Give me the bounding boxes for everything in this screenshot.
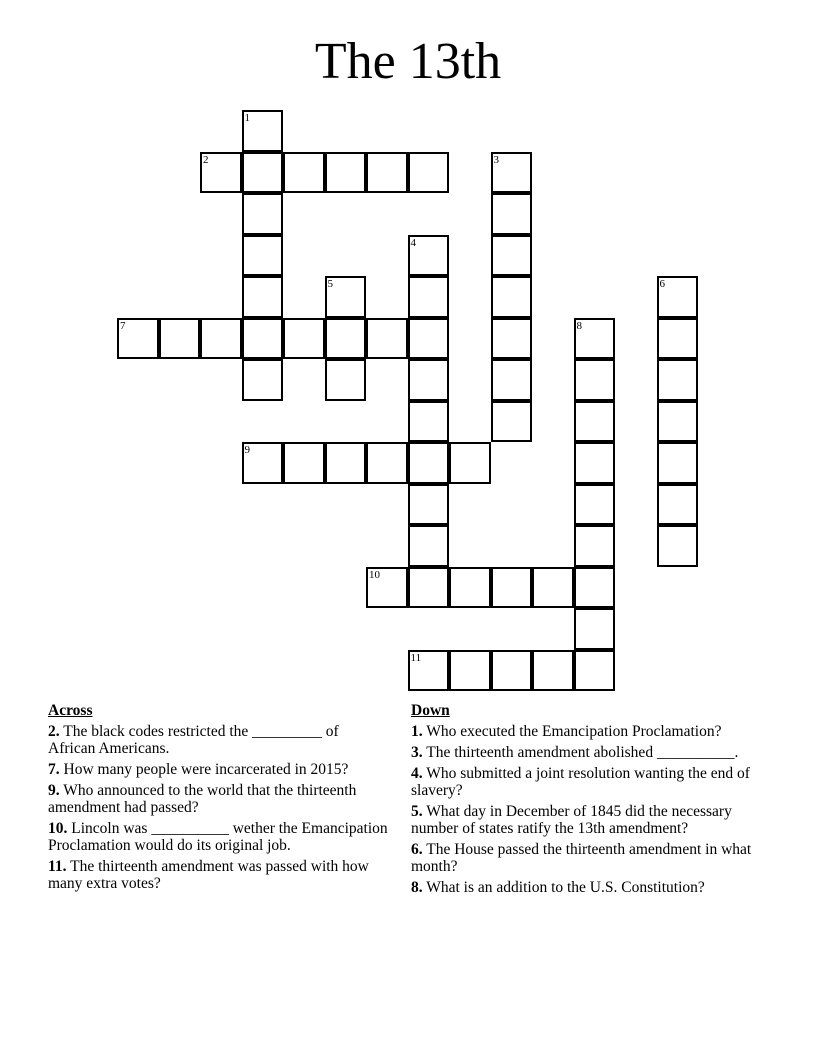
clue-number: 11 [410,651,422,664]
grid-cell[interactable] [491,567,533,609]
grid-cell[interactable] [200,318,242,360]
grid-cell[interactable] [242,318,284,360]
clue-down-4: 4. Who submitted a joint resolution wanting the end of slavery? [411,765,750,799]
grid-cell[interactable] [532,567,574,609]
grid-cell[interactable] [408,484,450,526]
grid-cell[interactable] [200,152,242,194]
clue-across-11: 11. The thirteenth amendment was passed with how many extra votes? [48,858,369,892]
grid-cell[interactable] [449,442,491,484]
grid-cell[interactable] [408,318,450,360]
page-title: The 13th [314,33,502,90]
clue-number: 7 [120,319,126,332]
grid-cell[interactable] [242,276,284,318]
clue-number: 10 [369,568,380,581]
across-clues [48,702,388,896]
grid-cell[interactable] [574,359,616,401]
grid-cell[interactable] [408,442,450,484]
grid-cell[interactable] [491,401,533,443]
down-heading: Down [411,702,450,719]
grid-cell[interactable] [242,359,284,401]
grid-cell[interactable] [491,193,533,235]
clue-number: 2 [203,153,209,166]
clue-number: 6 [659,278,665,290]
clue-number: 9 [244,444,250,456]
grid-cell[interactable] [408,276,450,318]
grid-cell[interactable] [366,567,408,609]
grid-cell[interactable] [449,650,491,692]
grid-cell[interactable] [657,484,699,526]
clue-down-3: 3. The thirteenth amendment abolished __________. [411,744,739,761]
grid-cell[interactable] [491,650,533,692]
grid-cell[interactable] [325,359,367,401]
grid-cell[interactable] [574,567,616,609]
grid-cell[interactable] [408,567,450,609]
clue-down-6: 6. The House passed the thirteenth amendment in what month? [411,841,752,875]
grid-cell[interactable] [283,318,325,360]
grid-cell[interactable] [574,318,616,360]
grid-cell[interactable] [491,235,533,277]
grid-cell[interactable] [657,525,699,567]
grid-cell[interactable] [408,235,450,277]
clue-down-8: 8. What is an addition to the U.S. Constitution? [411,879,705,896]
clue-across-9: 9. Who announced to the world that the thirteenth amendment had passed? [48,782,357,816]
grid-cell[interactable] [574,401,616,443]
grid-cell[interactable] [242,193,284,235]
grid-cell[interactable] [657,401,699,443]
clue-across-10: 10. Lincoln was __________ wether the Emancipation Proclamation would do its original job. [48,820,388,854]
grid-cell[interactable] [325,318,367,360]
grid-cell[interactable] [491,318,533,360]
grid-cell[interactable] [574,650,616,692]
grid-cell[interactable] [574,525,616,567]
grid-cell[interactable] [657,442,699,484]
grid-cell[interactable] [657,318,699,360]
grid-cell[interactable] [242,442,284,484]
grid-cell[interactable] [283,442,325,484]
clue-down-1: 1. Who executed the Emancipation Proclamation? [411,723,722,740]
grid-cell[interactable] [574,442,616,484]
clue-number: 4 [410,236,416,249]
grid-cell[interactable] [242,235,284,277]
clue-across-7: 7. How many people were incarcerated in 2015? [48,761,349,778]
grid-cell[interactable] [117,318,159,360]
grid-cell[interactable] [283,152,325,194]
grid-cell[interactable] [491,276,533,318]
grid-cell[interactable] [159,318,201,360]
clue-number: 8 [576,319,582,332]
grid-cell[interactable] [449,567,491,609]
grid-cell[interactable] [657,276,699,318]
grid-cell[interactable] [574,484,616,526]
clue-number: 5 [327,278,333,290]
grid-cell[interactable] [657,359,699,401]
grid-cell[interactable] [242,110,284,152]
grid-cell[interactable] [491,359,533,401]
grid-cell[interactable] [325,152,367,194]
grid-cell[interactable] [242,152,284,194]
clue-number: 3 [493,153,499,166]
grid-cell[interactable] [408,650,450,692]
grid-cell[interactable] [408,401,450,443]
grid-cell[interactable] [532,650,574,692]
grid-cell[interactable] [325,442,367,484]
grid-cell[interactable] [366,442,408,484]
grid-cell[interactable] [408,152,450,194]
grid-cell[interactable] [366,152,408,194]
clue-across-2: 2. The black codes restricted the _________ of African Americans. [48,723,339,757]
down-clues [411,702,761,900]
grid-cell[interactable] [366,318,408,360]
grid-cell[interactable] [408,525,450,567]
grid-cell[interactable] [574,608,616,650]
clue-number: 1 [244,112,250,124]
grid-cell[interactable] [491,152,533,194]
grid-cell[interactable] [325,276,367,318]
across-heading: Across [48,702,93,719]
grid-cell[interactable] [408,359,450,401]
clue-down-5: 5. What day in December of 1845 did the necessary number of states ratify the 13th amendment? [411,803,732,837]
